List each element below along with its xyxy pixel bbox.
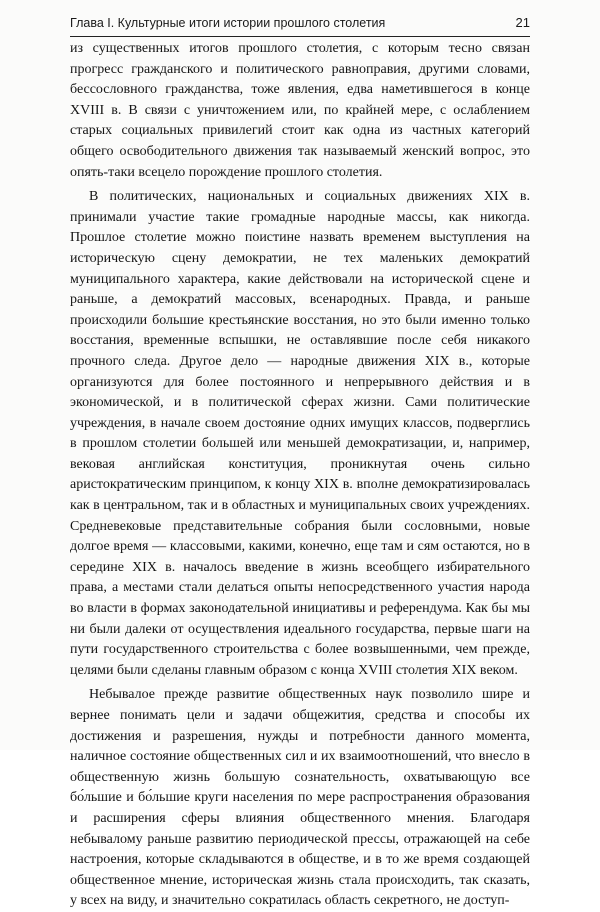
page-number: 21 — [515, 15, 530, 30]
paragraph-continued: из существенных итогов прошлого столетия, с которым тесно связан прогресс гражданского и политического равноправия, другими словами, бессословного гражданства, тоже явления, едва наметившегося в конце XVIII в. В связи с уничтожением или, по крайней мере, с ослаблением старых социальных привилегий стоит как одна из частных категорий общего освободительного движения так называемый женский вопрос, это опять-таки всецело порождение прошлого столетия. — [70, 41, 530, 180]
paragraph-political-movements: В политических, национальных и социальных движениях XIX в. принимали участие такие громадные народные массы, как никогда. Прошлое столетие можно поистине назвать временем выступления на историческую сцену демократии, не тех маленьких демократий муниципального характера, какие действовали на исторической сцене и раньше, а демократий массовых, всенародных. Правда, и раньше происходили большие крестьянские восстания, но это были именно только восстания, временные вспышки, не оставлявшие после себя никакого прочного следа. Другое дело — народные движения XIX в., которые организуются для более постоянного и непрерывного действия и в экономической, и в политической сферах жизни. Сами политические учреждения, в начале своем достояние одних имущих классов, подверглись в прошлом столетии большей или меньшей демократизации, и, например, вековая английская конституция, проникнутая очень сильно аристократическим принципом, к концу XIX в. вполне демократизировалась как в центральном, так и в областных и муниципальных своих учреждениях. Средневековые представительные собрания были сословными, новые долгое время — классовыми, какими, конечно, еще там и сям остаются, но в середине XIX в. началось введение в жизнь всеобщего избирательного права, а местами стали делаться опыты непосредственного участия народа во власти в формах законодательной инициативы и референдума. Как бы мы ни были далеки от осуществления идеального государства, первые шаги на пути государственного строительства с более возвышенными, чем прежде, целями были сделаны главным образом с конца XVIII столетия XIX веком. — [70, 189, 530, 678]
chapter-title: Глава I. Культурные итоги истории прошлого столетия — [70, 16, 386, 30]
paragraph-social-sciences: Небывалое прежде развитие общественных наук позволило шире и вернее понимать цели и задачи общежития, средства и способы их достижения и разрешения, нужды и потребности данного момента, наличное состояние общественных сил и их взаимоотношений, что внесло в общественную жизнь большую сознательность, охватывающую все бо́льшие и бо́льшие круги населения по мере распространения образования и расширения сферы влияния общественного мнения. Благодаря небывалому раньше развитию периодической прессы, отражающей на себе настроения, которые складываются в обществе, и в то же время создающей общественное мнение, историческая жизнь стала происходить, так сказать, у всех на виду, и значительно сократилась область секретного, не доступ- — [70, 687, 530, 909]
running-head — [70, 12, 530, 37]
body-text — [70, 39, 530, 912]
